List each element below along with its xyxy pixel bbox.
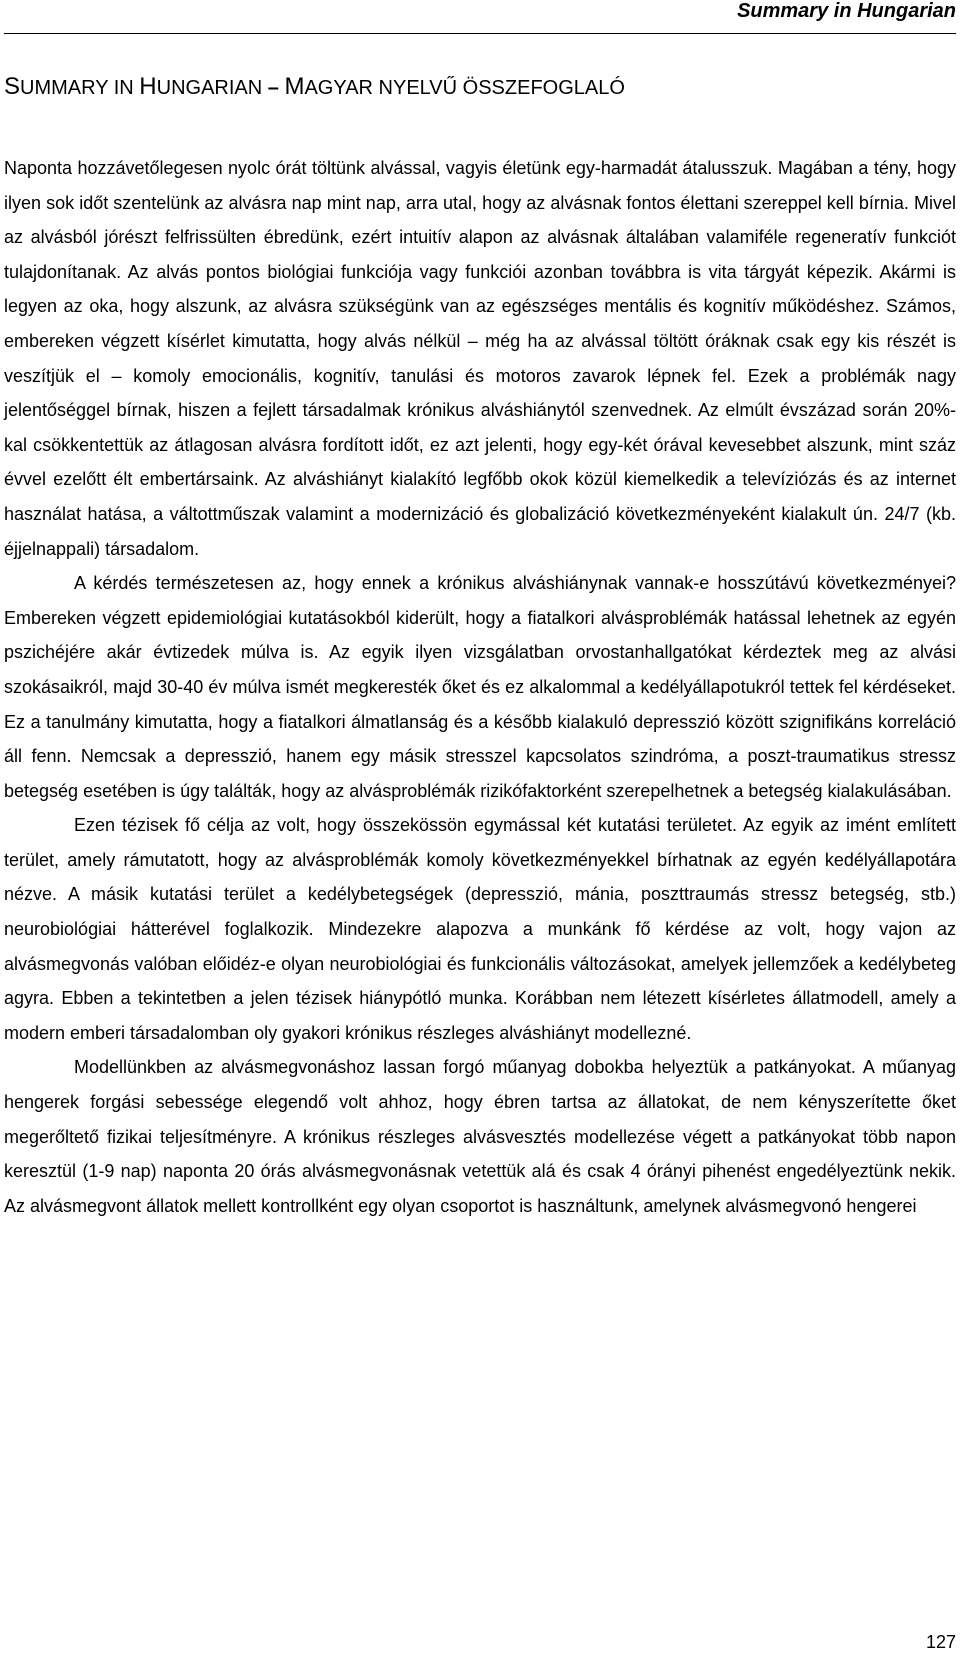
title-text-3: AGYAR NYELVŰ ÖSSZEFOGLALÓ bbox=[304, 77, 625, 99]
title-initial-m: M bbox=[284, 73, 305, 100]
body-text bbox=[4, 151, 956, 1223]
title-initial-h: H bbox=[139, 73, 157, 100]
title-text-1: UMMARY IN bbox=[20, 77, 140, 99]
section-title bbox=[4, 74, 625, 101]
title-initial-s: S bbox=[4, 73, 21, 100]
running-header: Summary in Hungarian bbox=[737, 0, 956, 22]
title-text-2: UNGARIAN bbox=[156, 77, 268, 99]
paragraph-4: Modellünkben az alvásmegvonáshoz lassan forgó műanyag dobokba helyeztük a patkányokat. A műanyag hengerek forgási sebessége elegendő volt ahhoz, hogy ébren tartsa az állatokat, de nem kényszerítette őket megerőltető fizikai teljesítményre. A krónikus részleges alvásvesztés modellezése végett a patkányokat több napon keresztül (1-9 nap) naponta 20 órás alvásmegvonásnak vetettük alá és csak 4 órányi pihenést engedélyeztünk nekik. Az alvásmegvont állatok mellett kontrollként egy olyan csoportot is használtunk, amelynek alvásmegvonó hengerei bbox=[4, 1057, 956, 1216]
page-number: 127 bbox=[925, 1632, 956, 1652]
title-dash: – bbox=[267, 77, 285, 99]
paragraph-3: Ezen tézisek fő célja az volt, hogy összekössön egymással két kutatási területet. Az egyik az imént említett terület, amely rámutatott, hogy az alvásproblémák komoly következményekkel bírhatnak az egyén kedélyállapotára nézve. A másik kutatási terület a kedélybetegségek (depresszió, mánia, poszttraumás stressz betegség, stb.) neurobiológiai hátterével foglalkozik. Mindezekre alapozva a munkánk fő kérdése az volt, hogy vajon az alvásmegvonás valóban előidéz-e olyan neurobiológiai és funkcionális változásokat, amelyek jellemzőek a kedélybeteg agyra. Ebben a tekintetben a jelen tézisek hiánypótló munka. Korábban nem létezett kísérletes állatmodell, amely a modern emberi társadalomban oly gyakori krónikus részleges alváshiányt modellezné. bbox=[4, 815, 956, 1043]
paragraph-2: A kérdés természetesen az, hogy ennek a krónikus alváshiánynak vannak-e hosszútávú következményei? Embereken végzett epidemiológiai kutatásokból kiderült, hogy a fiatalkori alvásproblémák hatással lehetnek az egyén pszichéjére akár évtizedek múlva is. Az egyik ilyen vizsgálatban orvostanhallgatókat kérdeztek meg az alvási szokásaikról, majd 30-40 év múlva ismét megkeresték őket és ez alkalommal a kedélyállapotukról tettek fel kérdéseket. Ez a tanulmány kimutatta, hogy a fiatalkori álmatlanság és a később kialakuló depresszió között szignifikáns korreláció áll fenn. Nemcsak a depresszió, hanem egy másik stresszel kapcsolatos szindróma, a poszt-traumatikus stressz betegség esetében is úgy találták, hogy az alvásproblémák rizikófaktorként szerepelhetnek a betegség kialakulásában. bbox=[4, 573, 956, 801]
header-divider bbox=[4, 33, 956, 34]
paragraph-1: Naponta hozzávetőlegesen nyolc órát töltünk alvással, vagyis életünk egy-harmadát átalusszuk. Magában a tény, hogy ilyen sok időt szentelünk az alvásra nap mint nap, arra utal, hogy az alvásnak fontos élettani szereppel kell bírnia. Mivel az alvásból jórészt felfrissülten ébredünk, ezért intuitív alapon az alvásnak általában valamiféle regeneratív funkciót tulajdonítanak. Az alvás pontos biológiai funkciója vagy funkciói azonban továbbra is vita tárgyát képezik. Akármi is legyen az oka, hogy alszunk, az alvásra szükségünk van az egészséges mentális és kognitív működéshez. Számos, embereken végzett kísérlet kimutatta, hogy alvás nélkül – még ha az alvással töltött óráknak csak egy kis részét is veszítjük el – komoly emocionális, kognitív, tanulási és motoros zavarok lépnek fel. Ezek a problémák nagy jelentőséggel bírnak, hiszen a fejlett társadalmak krónikus alváshiánytól szenvednek. Az elmúlt évszázad során 20%-kal csökkentettük az átlagosan alvásra fordított időt, ez azt jelenti, hogy egy-két órával kevesebbet alszunk, mint száz évvel ezelőtt élt embertársaink. Az alváshiányt kialakító legfőbb okok közül kiemelkedik a televíziózás és az internet használat hatása, a váltottműszak valamint a modernizáció és globalizáció következményeként kialakult ún. 24/7 (kb. éjjelnappali) társadalom. bbox=[4, 158, 956, 559]
